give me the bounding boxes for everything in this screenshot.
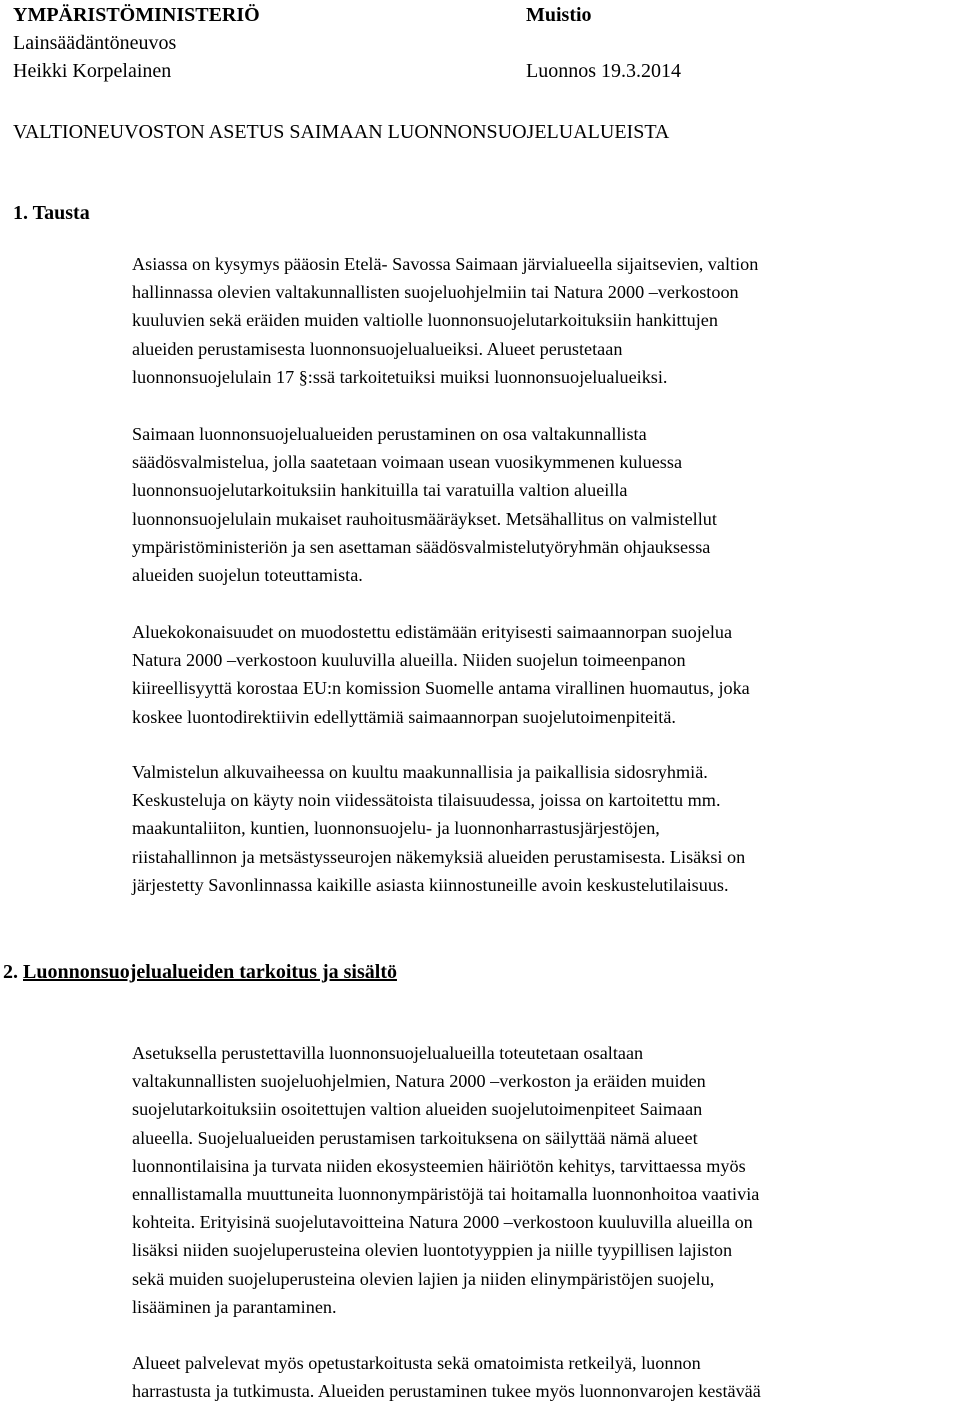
paragraph — [132, 1349, 958, 1405]
section-number: 2. — [3, 961, 18, 983]
ministry-name: YMPÄRISTÖMINISTERIÖ — [13, 4, 260, 26]
section-title: Tausta — [32, 202, 90, 224]
section-number: 1. — [13, 202, 28, 224]
text-line: kiireellisyyttä korostaa EU:n komission Suomelle antama virallinen huomautus, joka — [132, 678, 750, 699]
text-line: Natura 2000 –verkostoon kuuluvilla alueilla. Niiden suojelun toimeenpanon — [132, 650, 686, 671]
document-title: VALTIONEUVOSTON ASETUS SAIMAAN LUONNONSUOJELUALUEISTA — [13, 121, 670, 143]
text-line: lisäksi niiden suojeluperusteina olevien luontotyyppien ja niille tyypillisen lajiston — [132, 1240, 733, 1261]
author-name: Heikki Korpelainen — [13, 60, 172, 82]
text-line: alueella. Suojelualueiden perustamisen tarkoituksena on säilyttää nämä alueet — [132, 1127, 698, 1148]
department-name: Lainsäädäntöneuvos — [13, 32, 177, 54]
document-type: Muistio — [526, 4, 592, 26]
text-line: ennallistamalla muuttuneita luonnonympäristöjä tai hoitamalla luonnonhoitoa vaativia — [132, 1184, 760, 1205]
text-line: luonnonsuojelulain mukaiset rauhoitusmääräykset. Metsähallitus on valmistellut — [132, 508, 717, 529]
text-line: Saimaan luonnonsuojelualueiden perustaminen on osa valtakunnallista — [132, 424, 647, 444]
paragraph — [132, 420, 958, 589]
text-line: sekä muiden suojeluperusteina olevien lajien ja niiden elinympäristöjen suojelu, — [132, 1268, 715, 1289]
text-line: Keskusteluja on käyty noin viidessätoista tilaisuudessa, joissa on kartoitettu mm. — [132, 790, 721, 811]
text-line: harrastusta ja tutkimusta. Alueiden perustaminen tukee myös luonnonvarojen kestävää — [132, 1381, 761, 1402]
text-line: lisääminen ja parantaminen. — [132, 1296, 337, 1317]
draft-date: Luonnos 19.3.2014 — [526, 60, 681, 82]
paragraph — [132, 250, 958, 391]
text-line: maakuntaliiton, kuntien, luonnonsuojelu- ja luonnonharrastusjärjestöjen, — [132, 818, 660, 839]
paragraph — [132, 618, 958, 731]
paragraph — [132, 758, 958, 899]
text-line: ympäristöministeriön ja sen asettaman säädösvalmistelutyöryhmän ohjauksessa — [132, 536, 711, 557]
text-line: luonnontilaisina ja turvata niiden ekosysteemien häiriötön kehitys, tarvittaessa myös — [132, 1155, 746, 1176]
text-line: luonnonsuojelutarkoituksiin hankituilla tai varatuilla valtion alueilla — [132, 480, 628, 501]
text-line: luonnonsuojelulain 17 §:ssä tarkoitetuiksi muiksi luonnonsuojelualueiksi. — [132, 366, 668, 387]
text-line: Alueet palvelevat myös opetustarkoitusta sekä omatoimista retkeilyä, luonnon — [132, 1353, 701, 1373]
section-heading-1 — [13, 199, 90, 227]
text-line: säädösvalmistelua, jolla saatetaan voimaan usean vuosikymmenen kuluessa — [132, 452, 683, 473]
text-line: Aluekokonaisuudet on muodostettu edistämään erityisesti saimaannorpan suojelua — [132, 622, 733, 642]
text-line: alueiden suojelun toteuttamista. — [132, 565, 363, 586]
text-line: kohteita. Erityisinä suojelutavoitteina Natura 2000 –verkostoon kuuluvilla alueilla on — [132, 1212, 753, 1233]
text-line: alueiden perustamisesta luonnonsuojelualueiksi. Alueet perustetaan — [132, 338, 623, 359]
paragraph — [132, 1039, 958, 1321]
text-line: suojelutarkoituksiin osoitettujen valtion alueiden suojelutoimenpiteet Saimaan — [132, 1099, 703, 1120]
text-line: Valmistelun alkuvaiheessa on kuultu maakunnallisia ja paikallisia sidosryhmiä. — [132, 762, 708, 782]
text-line: riistahallinnon ja metsästysseurojen näkemyksiä alueiden perustamisesta. Lisäksi on — [132, 846, 746, 867]
text-line: koskee luontodirektiivin edellyttämiä saimaannorpan suojelutoimenpiteitä. — [132, 706, 676, 727]
text-line: hallinnassa olevien valtakunnallisten suojeluohjelmiin tai Natura 2000 –verkostoon — [132, 282, 739, 303]
text-line: kuuluvien sekä eräiden muiden valtiolle luonnonsuojelutarkoituksiin hankittujen — [132, 310, 718, 331]
text-line: valtakunnallisten suojeluohjelmien, Natura 2000 –verkoston ja eräiden muiden — [132, 1071, 706, 1092]
text-line: järjestetty Savonlinnassa kaikille asiasta kiinnostuneille avoin keskustelutilaisuus. — [132, 874, 729, 895]
text-line: Asiassa on kysymys pääosin Etelä- Savossa Saimaan järvialueella sijaitsevien, valtion — [132, 254, 759, 274]
section-title: Luonnonsuojelualueiden tarkoitus ja sisältö — [23, 961, 397, 983]
section-heading-2 — [3, 958, 397, 986]
text-line: Asetuksella perustettavilla luonnonsuojelualueilla toteutetaan osaltaan — [132, 1043, 644, 1063]
